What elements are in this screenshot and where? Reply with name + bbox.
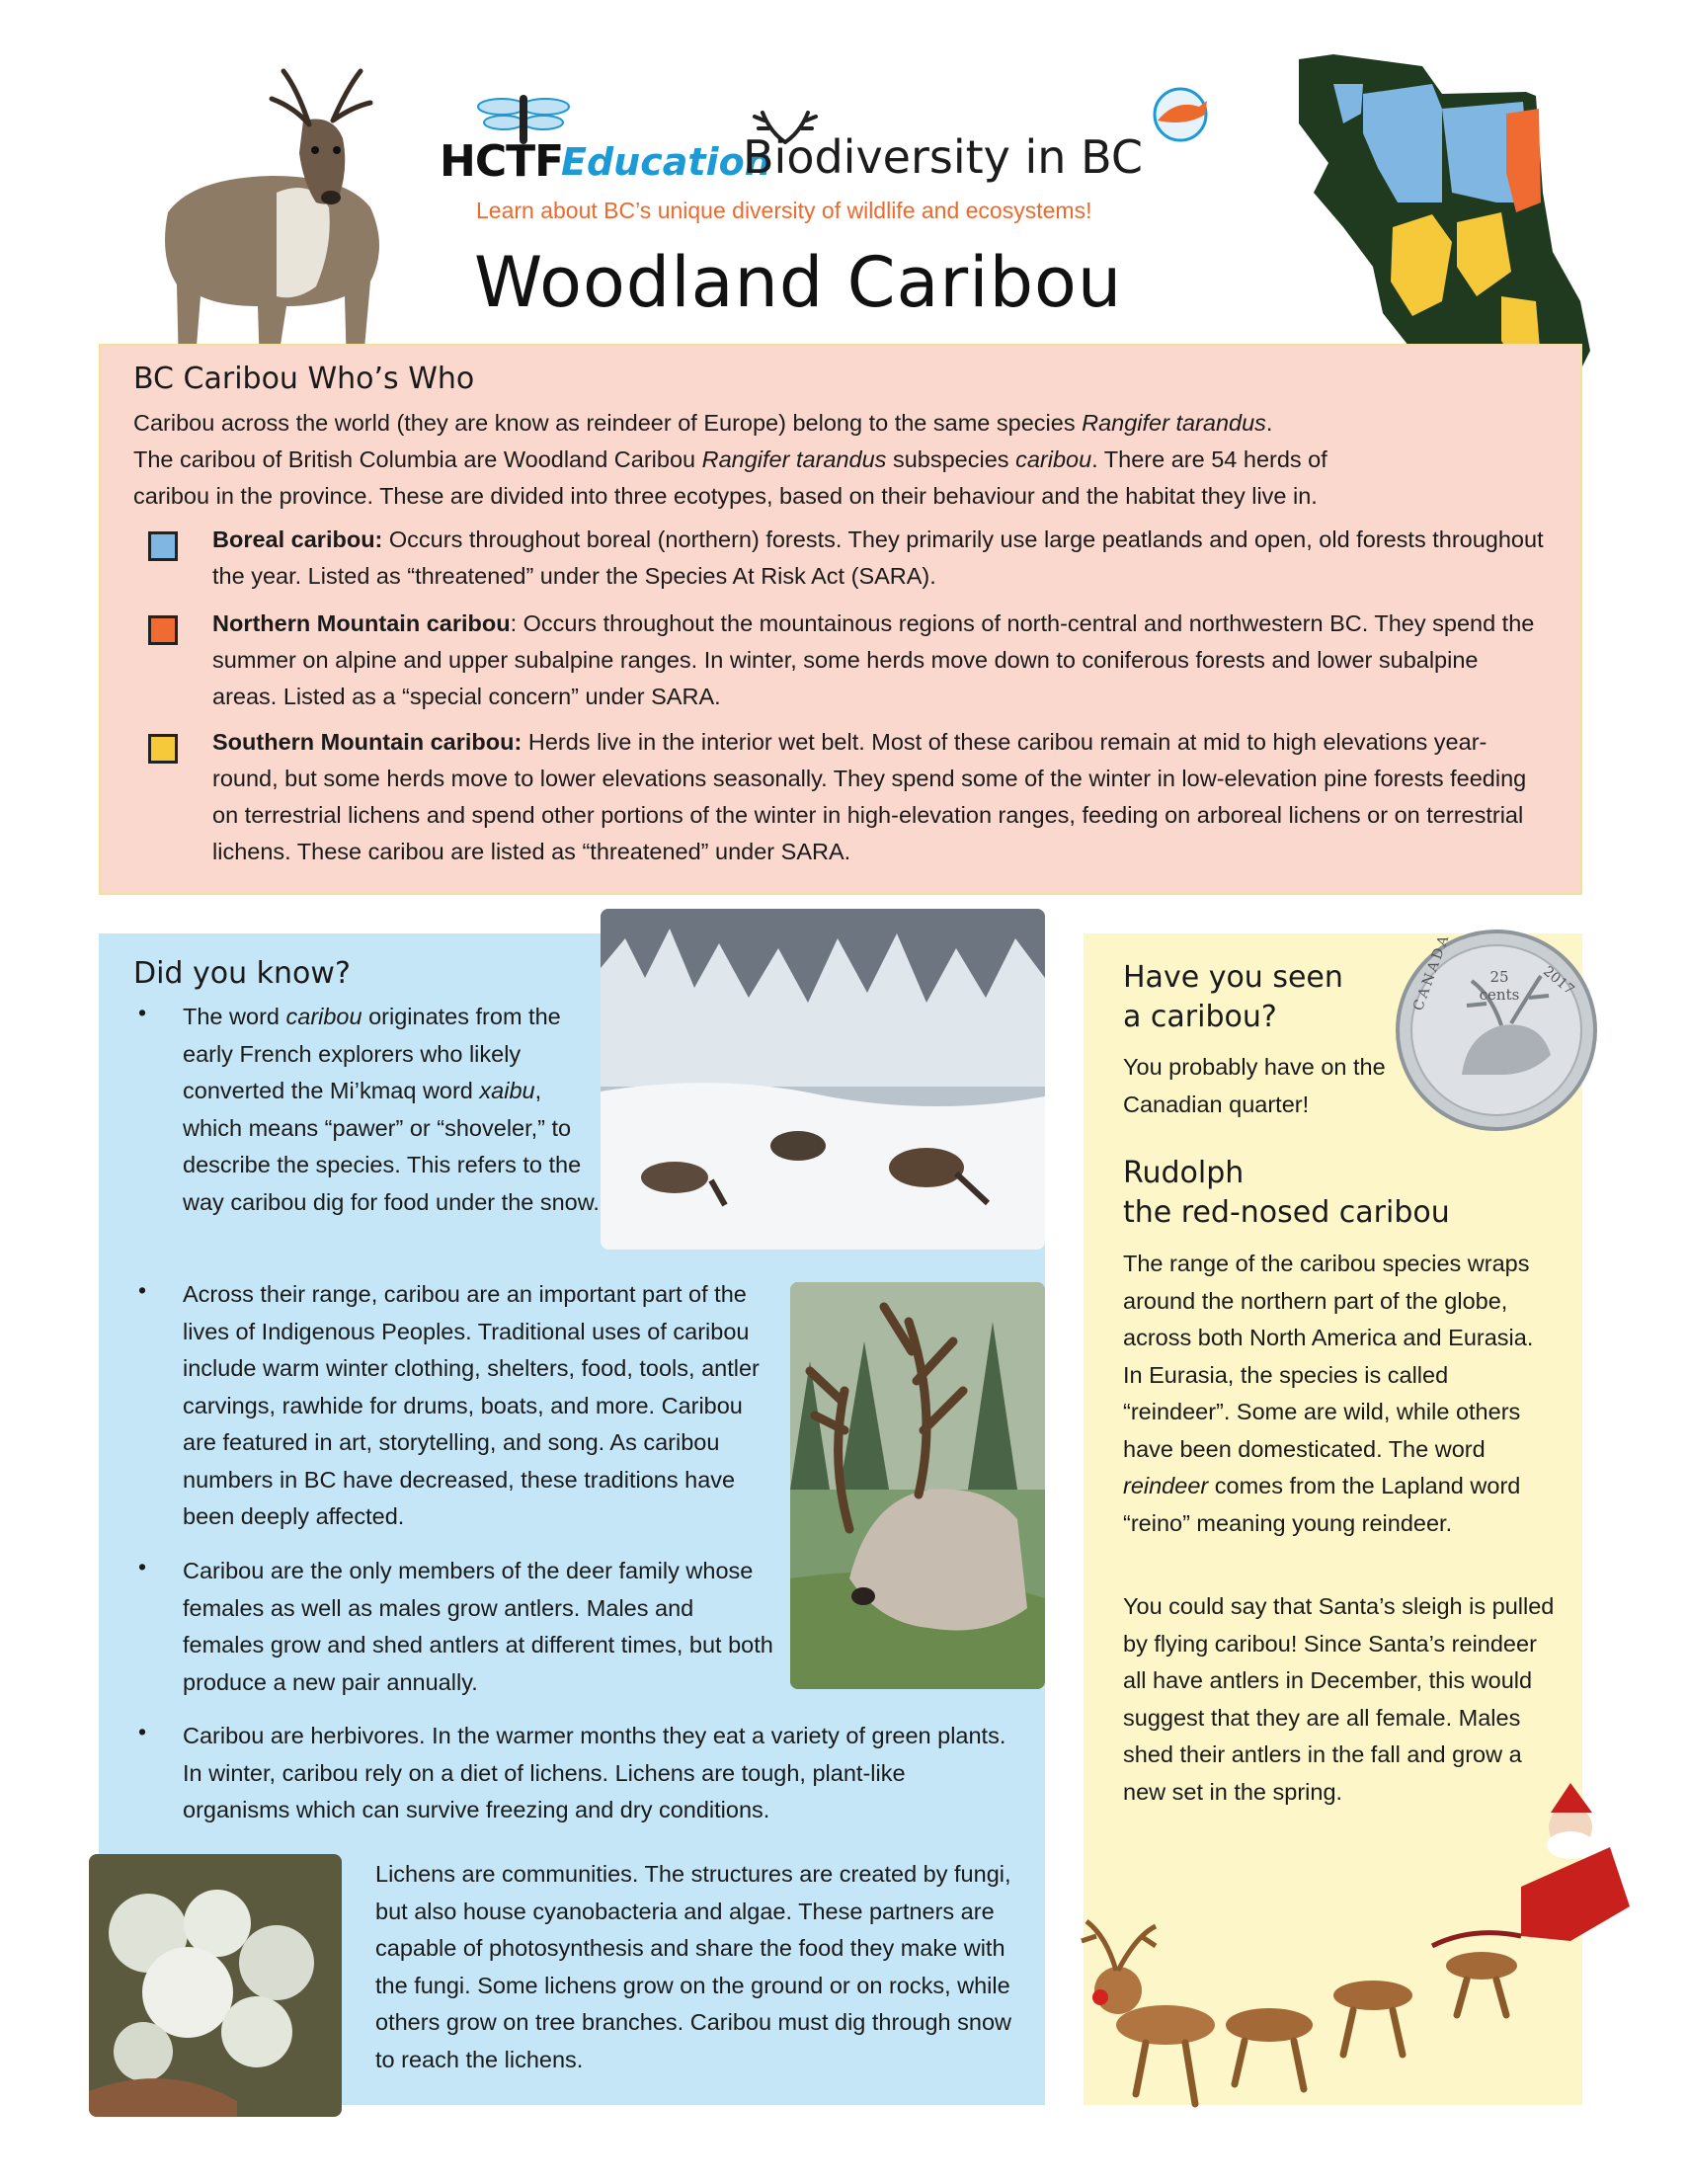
- rudolph-heading: Rudolph the red-nosed caribou: [1123, 1156, 1450, 1230]
- coin-year-label: 2017: [1540, 963, 1577, 999]
- logo-education: Education: [561, 140, 771, 184]
- coin-value-label: 25 cents: [1479, 968, 1520, 1004]
- bullet-3-dot: •: [138, 1554, 147, 1579]
- caribou-antlers-photo: [790, 1282, 1045, 1689]
- boreal-ecotype: Boreal caribou: Occurs throughout boreal (northern) forests. They primarily use large peatlands and open, old forests throughout the year. Listed as “threatened” under the Species At Risk Act (SARA).: [212, 526, 1544, 589]
- bullet-1-text: The word caribou originates from the early French explorers who likely converted the Mi’kmaq word xaibu, which means “pawer” or “shoveler,” to describe the species. This refers to the way caribou dig for food under the snow.: [183, 1004, 600, 1215]
- caribou-photo: [74, 59, 410, 370]
- boreal-legend-swatch: [148, 531, 178, 561]
- rudolph-paragraph-1: The range of the caribou species wraps around the northern part of the globe, across both North America and Eurasia. In Eurasia, the species is called “reindeer”. Some are wild, while others have been domesticated. The word reindeer comes from the Lapland word “reino” meaning young reindeer.: [1123, 1251, 1534, 1536]
- did-you-know-heading: Did you know?: [133, 956, 351, 991]
- bullet-1-dot: •: [138, 1000, 147, 1025]
- logo-hctf: HCTF: [440, 136, 564, 187]
- lichens-text: Lichens are communities. The structures are created by fungi, but also house cyanobacteria and algae. These partners are capable of photosynthesis and share the food they make with the fungi. Some lichens grow on the ground or on rocks, while others grow on tree branches. Caribou must dig through snow to reach the lichens.: [375, 1861, 1011, 2072]
- coin-country-label: CANADA: [1410, 930, 1454, 1013]
- bullet-3-text: Caribou are the only members of the deer family whose females as well as males grow antlers. Males and females grow and shed antlers at different times, but both produce a new pair annually.: [183, 1558, 773, 1695]
- caribou-snow-photo: [601, 909, 1045, 1250]
- whos-who-intro: Caribou across the world (they are know as reindeer of Europe) belong to the same species Rangifer tarandus. The caribou of British Columbia are Woodland Caribou Rangifer tarandus subspecies caribou. There are 54 herds of caribou in the province. These are divided into three ecotypes, based on their behaviour and the habitat they live in.: [133, 410, 1327, 509]
- page-title: Woodland Caribou: [474, 242, 1123, 323]
- seen-text: You probably have on the Canadian quarter!: [1123, 1054, 1386, 1117]
- bullet-2-text: Across their range, caribou are an important part of the lives of Indigenous Peoples. Traditional uses of caribou include warm winter clothing, shelters, food, tools, antler carvings, rawhide for drums, boats, and more. Caribou are featured in art, storytelling, and song. As caribou numbers in BC have decreased, these traditions have been deeply affected.: [183, 1281, 760, 1529]
- logo-biodiversity: Biodiversity in BC: [743, 130, 1143, 184]
- seen-heading: Have you seen a caribou?: [1123, 960, 1343, 1034]
- whos-who-heading: BC Caribou Who’s Who: [133, 362, 475, 396]
- lichen-photo: [89, 1854, 342, 2117]
- southern-ecotype: Southern Mountain caribou: Herds live in the interior wet belt. Most of these caribou remain at mid to high elevations year-round, but some herds move to lower elevations seasonally. They spend some of the winter in low-elevation pine forests feeding on terrestrial lichens and spend other portions of the winter in high-elevation ranges, feeding on arboreal lichens or on terrestrial lichens. These caribou are listed as “threatened” under SARA.: [212, 729, 1527, 864]
- bullet-2-dot: •: [138, 1277, 147, 1303]
- bullet-4-dot: •: [138, 1719, 147, 1744]
- rudolph-paragraph-2-text: You could say that Santa’s sleigh is pulled by flying caribou! Since Santa’s reindeer all have antlers in December, this would suggest that they are all female. Males shed their antlers in the fall and grow a new set in the spring.: [1123, 1593, 1555, 1805]
- northern-ecotype: Northern Mountain caribou: Occurs throughout the mountainous regions of north-central and northwestern BC. They spend the summer on alpine and upper subalpine ranges. In winter, some herds move down to coniferous forests and lower subalpine areas. Listed as a “special concern” under SARA.: [212, 610, 1535, 709]
- bullet-4-text: Caribou are herbivores. In the warmer months they eat a variety of green plants. In winter, caribou rely on a diet of lichens. Lichens are tough, plant-like organisms which can survive freezing and dry conditions.: [183, 1723, 1006, 1822]
- salmon-icon: [1146, 87, 1215, 142]
- santa-sleigh-reindeer-illustration: [1057, 1768, 1640, 2153]
- southern-legend-swatch: [148, 734, 178, 764]
- canadian-quarter-coin: [1393, 927, 1600, 1134]
- northern-legend-swatch: [148, 615, 178, 645]
- tagline: Learn about BC’s unique diversity of wildlife and ecosystems!: [476, 198, 1092, 223]
